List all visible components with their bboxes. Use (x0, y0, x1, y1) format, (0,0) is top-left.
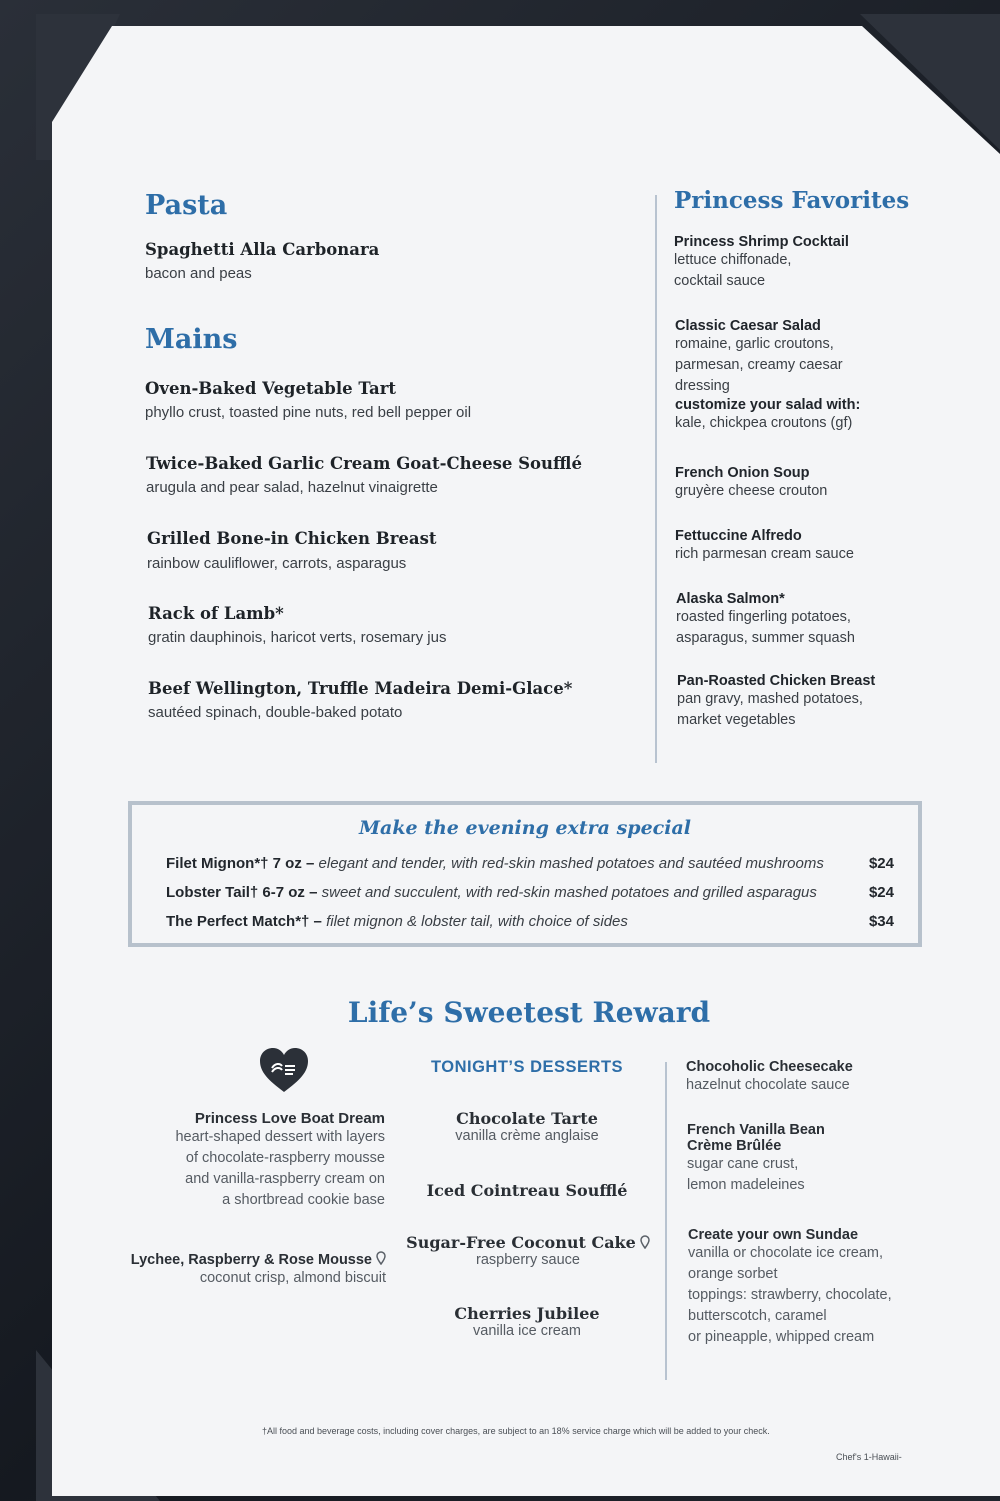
dessert-desc: of chocolate-raspberry mousse (185, 1150, 385, 1166)
special-price: $24 (868, 855, 894, 872)
dessert-title: Sugar-Free Coconut Cake (406, 1233, 636, 1252)
dessert-item (688, 1227, 928, 1348)
favorite-title: French Onion Soup (675, 465, 810, 481)
extra-special-box (128, 801, 922, 947)
special-row: Lobster Tail† 6-7 oz – sweet and succulent, with red-skin mashed potatoes and grilled asparagus (166, 884, 817, 901)
favorite-title: Alaska Salmon* (676, 591, 785, 607)
favorite-desc: pan gravy, mashed potatoes, (677, 691, 863, 707)
dessert-item (395, 1233, 661, 1268)
favorite-desc: romaine, garlic croutons, (675, 336, 834, 352)
favorite-title: Princess Shrimp Cocktail (674, 234, 849, 250)
favorite-desc: cocktail sauce (674, 273, 766, 289)
main-item-desc: rainbow cauliflower, carrots, asparagus (147, 555, 407, 572)
favorite-desc: kale, chickpea croutons (gf) (675, 415, 853, 431)
dessert-title: French Vanilla Bean (687, 1122, 825, 1138)
favorite-desc: market vegetables (677, 712, 796, 728)
column-divider (655, 195, 657, 763)
dessert-desc: vanilla ice cream (473, 1323, 581, 1339)
favorite-desc: asparagus, summer squash (676, 630, 855, 646)
dessert-desc: heart-shaped dessert with layers (175, 1129, 385, 1145)
main-item-desc: sautéed spinach, double-baked potato (148, 704, 403, 721)
dessert-title: Chocolate Tarte (456, 1109, 598, 1128)
favorite-item (675, 528, 915, 565)
dessert-title: Create your own Sundae (688, 1227, 859, 1243)
special-price: $34 (868, 913, 894, 930)
dessert-title: Chocoholic Cheesecake (686, 1059, 853, 1075)
dessert-desc: a shortbread cookie base (222, 1192, 385, 1208)
dessert-item (400, 1181, 654, 1200)
dessert-title: Iced Cointreau Soufflé (426, 1181, 628, 1200)
main-item-title: Rack of Lamb* (148, 604, 284, 623)
pasta-heading: Pasta (145, 190, 228, 221)
favorite-desc: roasted fingerling potatoes, (676, 609, 851, 625)
main-item-desc: phyllo crust, toasted pine nuts, red bell pepper oil (145, 404, 472, 421)
favorite-item (675, 465, 915, 502)
dessert-desc: hazelnut chocolate sauce (686, 1077, 850, 1093)
favorite-desc: parmesan, creamy caesar (675, 357, 843, 373)
dessert-desc: coconut crisp, almond biscuit (199, 1270, 386, 1286)
dessert-title: Cherries Jubilee (454, 1304, 600, 1323)
favorite-customize-label: customize your salad with: (675, 397, 861, 413)
dessert-desc: or pineapple, whipped cream (688, 1329, 875, 1345)
special-row: The Perfect Match*† – filet mignon & lobster tail, with choice of sides (166, 913, 628, 930)
dessert-title: Lychee, Raspberry & Rose Mousse (130, 1252, 372, 1268)
dessert-item (686, 1059, 926, 1096)
favorite-desc: gruyère cheese crouton (675, 483, 828, 499)
pasta-item-title: Spaghetti Alla Carbonara (145, 240, 380, 259)
special-name: Filet Mignon*† 7 oz (166, 855, 302, 872)
main-item-title: Grilled Bone-in Chicken Breast (147, 529, 437, 548)
favorite-item (675, 318, 915, 434)
dessert-item-love-boat (140, 1110, 385, 1211)
favorite-item (674, 234, 914, 292)
favorite-desc: lettuce chiffonade, (674, 252, 792, 268)
dessert-title: Crème Brûlée (687, 1138, 782, 1154)
pin-icon (376, 1251, 386, 1265)
favorites-heading: Princess Favorites (674, 187, 910, 214)
main-item-title: Twice-Baked Garlic Cream Goat-Cheese Soufflé (146, 454, 582, 473)
favorite-title: Classic Caesar Salad (675, 318, 821, 334)
favorite-title: Pan-Roasted Chicken Breast (677, 673, 876, 689)
extra-special-heading: Make the evening extra special (359, 817, 691, 839)
favorite-desc: rich parmesan cream sauce (675, 546, 854, 562)
dessert-desc: vanilla or chocolate ice cream, (688, 1245, 884, 1261)
special-name: Lobster Tail† 6-7 oz (166, 884, 305, 901)
dessert-desc: vanilla crème anglaise (455, 1128, 599, 1144)
dessert-item-mousse (120, 1251, 386, 1289)
favorite-item (676, 591, 916, 649)
tonights-desserts-subheading: TONIGHT’S DESSERTS (430, 1058, 624, 1076)
dessert-title: Princess Love Boat Dream (194, 1110, 385, 1127)
special-desc: filet mignon & lobster tail, with choice of sides (326, 913, 628, 930)
heart-logo-icon (258, 1046, 310, 1094)
pin-icon (640, 1235, 650, 1249)
special-price: $24 (868, 884, 894, 901)
dessert-desc: lemon madeleines (687, 1177, 805, 1193)
dessert-desc: raspberry sauce (476, 1252, 580, 1268)
favorite-title: Fettuccine Alfredo (675, 528, 802, 544)
desserts-heading: Life’s Sweetest Reward (347, 996, 711, 1029)
special-desc: elegant and tender, with red-skin mashed potatoes and sautéed mushrooms (318, 855, 824, 872)
main-item-title: Beef Wellington, Truffle Madeira Demi-Glace* (148, 679, 573, 698)
service-charge-footnote: †All food and beverage costs, including cover charges, are subject to an 18% service charge which will be added to your check. (262, 1426, 770, 1436)
main-item-desc: arugula and pear salad, hazelnut vinaigrette (146, 479, 438, 496)
special-row: Filet Mignon*† 7 oz – elegant and tender, with red-skin mashed potatoes and sautéed mushrooms (166, 855, 824, 872)
dessert-desc: toppings: strawberry, chocolate, (688, 1287, 892, 1303)
favorite-desc: dressing (675, 378, 730, 394)
special-name: The Perfect Match*† (166, 913, 310, 930)
pasta-item-desc: bacon and peas (145, 265, 252, 282)
main-item-title: Oven-Baked Vegetable Tart (145, 379, 397, 398)
menu-code: Chef's 1-Hawaii- (836, 1452, 902, 1462)
dessert-desc: butterscotch, caramel (688, 1308, 827, 1324)
mains-heading: Mains (145, 324, 238, 355)
dessert-desc: and vanilla-raspberry cream on (185, 1171, 385, 1187)
main-item-desc: gratin dauphinois, haricot verts, rosemary jus (148, 629, 447, 646)
dessert-item (687, 1122, 927, 1196)
special-desc: sweet and succulent, with red-skin mashed potatoes and grilled asparagus (321, 884, 817, 901)
dessert-item (400, 1304, 654, 1339)
dessert-desc: sugar cane crust, (687, 1156, 799, 1172)
dessert-desc: orange sorbet (688, 1266, 778, 1282)
desserts-divider (665, 1062, 667, 1380)
favorite-item (677, 673, 917, 731)
dessert-item (400, 1109, 654, 1144)
